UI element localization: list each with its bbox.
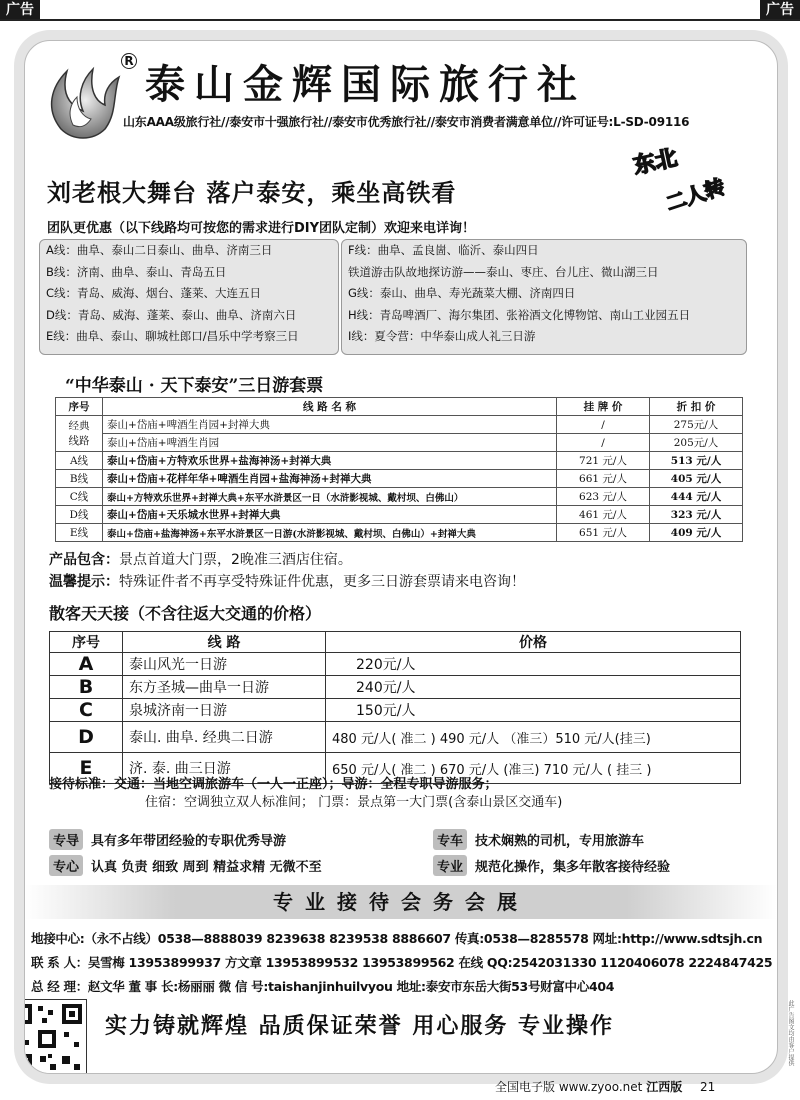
classic-label-2: 线路 bbox=[68, 434, 90, 447]
route-item: A线：曲阜、泰山二日泰山、曲阜、济南三日 bbox=[46, 243, 273, 257]
route-cell: 泰山+方特欢乐世界+封禅大典+东平水浒景区一日（水浒影视城、戴村坝、白佛山） bbox=[103, 488, 557, 506]
row-code: D线 bbox=[56, 506, 103, 524]
company-logo-icon bbox=[43, 59, 129, 145]
price-cell: 220元/人 bbox=[326, 653, 741, 676]
discount-price: 513 元/人 bbox=[650, 452, 743, 470]
include-text: 景点首道大门票，2晚准三酒店住宿。 bbox=[119, 552, 352, 568]
table-row bbox=[50, 676, 741, 699]
route-item: F线：曲阜、孟良崮、临沂、泰山四日 bbox=[348, 243, 539, 257]
include-label: 产品包含： bbox=[49, 552, 119, 568]
route-cell: 泰山+岱庙+天乐城水世界+封禅大典 bbox=[103, 506, 557, 524]
route-item: D线：青岛、威海、蓬莱、泰山、曲阜、济南六日 bbox=[46, 307, 297, 322]
row-code: E bbox=[50, 753, 123, 784]
page-footer bbox=[495, 1078, 715, 1095]
table-row bbox=[56, 452, 743, 470]
feature-tag: 专导 bbox=[49, 829, 83, 850]
ad-label-left: 广告 bbox=[0, 0, 40, 20]
contact-line: 联 系 人：吴雪梅 13953899937 方文章 13953899532 13953899562 在线 QQ:2542031330 1120406078 2224847425 bbox=[31, 955, 773, 970]
route-cell: 东方圣城—曲阜一日游 bbox=[123, 676, 326, 699]
table-row bbox=[56, 416, 743, 434]
classic-label-1: 经典 bbox=[68, 419, 90, 432]
route-item: E线：曲阜、泰山、聊城杜郎口/昌乐中学考察三日 bbox=[46, 329, 299, 344]
list-price: 461 元/人 bbox=[557, 506, 650, 524]
feature-item bbox=[49, 829, 286, 850]
list-price: / bbox=[557, 434, 650, 452]
route-item: I线：夏令营：中华泰山成人礼三日游 bbox=[348, 329, 536, 344]
table-row bbox=[56, 488, 743, 506]
tip-text: 特殊证件者不再享受特殊证件优惠，更多三日游套票请来电咨询！ bbox=[119, 574, 525, 590]
feature-tag: 专车 bbox=[433, 829, 467, 850]
col-header: 线 路 bbox=[123, 632, 326, 653]
feature-item bbox=[433, 855, 670, 876]
standards-line: 接待标准：交通：当地空调旅游车（一人一正座）；导游：全程专职导游服务； bbox=[49, 777, 498, 792]
route-cell: 泰山. 曲阜. 经典二日游 bbox=[123, 722, 326, 753]
route-cell: 泰山+岱庙+方特欢乐世界+盐海神汤+封禅大典 bbox=[103, 452, 557, 470]
price-cell: 480 元/人( 准二 ) 490 元/人 （准三）510 元/人(挂三) bbox=[326, 722, 741, 753]
row-code: E线 bbox=[56, 524, 103, 542]
list-price: 661 元/人 bbox=[557, 470, 650, 488]
headline-stamp-1: 东北 bbox=[631, 145, 680, 180]
feature-tag: 专心 bbox=[49, 855, 83, 876]
route-item: C线：青岛、威海、烟台、蓬莱、大连五日 bbox=[46, 286, 262, 301]
row-code: A bbox=[50, 653, 123, 676]
route-cell: 泰山风光一日游 bbox=[123, 653, 326, 676]
col-header: 价格 bbox=[326, 632, 741, 653]
footer-page-number: 21 bbox=[700, 1080, 716, 1094]
include-line bbox=[49, 549, 352, 569]
row-code: D bbox=[50, 722, 123, 753]
table-header-row bbox=[56, 398, 743, 416]
col-header: 序号 bbox=[56, 398, 103, 416]
contact-line: 总 经 理：赵文华 董 事 长:杨丽丽 微 信 号:taishanjinhuilvyou 地址:泰安市东岳大街53号财富中心404 bbox=[31, 979, 615, 994]
table-row bbox=[50, 722, 741, 753]
feature-text: 认真 负责 细致 周到 精益求精 无微不至 bbox=[91, 860, 322, 875]
team-intro: 团队更优惠（以下线路均可按您的需求进行DIY团队定制）欢迎来电详询！ bbox=[47, 221, 476, 236]
reception-standards bbox=[49, 776, 729, 812]
row-code: B线 bbox=[56, 470, 103, 488]
tip-label: 温馨提示： bbox=[49, 574, 119, 590]
price-cell: 150元/人 bbox=[326, 699, 741, 722]
routes-left-box bbox=[39, 239, 339, 355]
top-rule bbox=[0, 19, 800, 21]
tip-line bbox=[49, 571, 525, 591]
row-code: C线 bbox=[56, 488, 103, 506]
route-item: 铁道游击队故地探访游——泰山、枣庄、台儿庄、微山湖三日 bbox=[348, 264, 659, 279]
route-item: G线：泰山、曲阜、寿光蔬菜大棚、济南四日 bbox=[348, 286, 576, 301]
daily-title: 散客天天接（不含往返大交通的价格） bbox=[49, 604, 322, 623]
feature-item bbox=[49, 855, 322, 876]
side-note: 此广告图文均由客户提供 bbox=[787, 1000, 794, 1066]
table-row bbox=[56, 434, 743, 452]
standards-line: 住宿：空调独立双人标准间； 门票：景点第一大门票(含泰山景区交通车) bbox=[145, 795, 563, 810]
route-cell: 泰山+岱庙+啤酒生肖园+封禅大典 bbox=[103, 416, 557, 434]
feature-text: 具有多年带团经验的专职优秀导游 bbox=[91, 834, 287, 849]
feature-item bbox=[433, 829, 644, 850]
company-credentials: 山东AAA级旅行社//泰安市十强旅行社//泰安市优秀旅行社//泰安市消费者满意单位//许可证号:L-SD-09116 bbox=[123, 115, 690, 129]
col-header: 序号 bbox=[50, 632, 123, 653]
classic-label bbox=[56, 416, 103, 452]
table-row bbox=[56, 506, 743, 524]
ad-label-right: 广告 bbox=[760, 0, 800, 20]
routes-right-box bbox=[341, 239, 747, 355]
route-item: B线：济南、曲阜、泰山、青岛五日 bbox=[46, 264, 227, 279]
route-cell: 泰山+岱庙+啤酒生肖园 bbox=[103, 434, 557, 452]
qr-code-icon bbox=[24, 999, 87, 1074]
route-cell: 泉城济南一日游 bbox=[123, 699, 326, 722]
contact-line: 地接中心:（永不占线）0538—8888039 8239638 8239538 8886607 传真:0538—8285578 网址:http://www.sdtsjh.cn bbox=[31, 931, 763, 946]
discount-price: 444 元/人 bbox=[650, 488, 743, 506]
slogan: 实力铸就辉煌 品质保证荣誉 用心服务 专业操作 bbox=[105, 1013, 614, 1039]
discount-price: 205元/人 bbox=[650, 434, 743, 452]
discount-price: 275元/人 bbox=[650, 416, 743, 434]
package-table bbox=[55, 397, 743, 542]
row-code: A线 bbox=[56, 452, 103, 470]
table-header-row bbox=[50, 632, 741, 653]
feature-tag: 专业 bbox=[433, 855, 467, 876]
feature-text: 规范化操作，集多年散客接待经验 bbox=[475, 860, 671, 875]
row-code: B bbox=[50, 676, 123, 699]
footer-site: 全国电子版 www.zyoo.net bbox=[495, 1080, 643, 1094]
list-price: 623 元/人 bbox=[557, 488, 650, 506]
route-cell: 泰山+岱庙+盐海神汤+东平水浒景区一日游(水浒影视城、戴村坝、白佛山）+封禅大典 bbox=[103, 524, 557, 542]
route-item: H线：青岛啤酒厂、海尔集团、张裕酒文化博物馆、南山工业园五日 bbox=[348, 307, 691, 322]
headline-stamp-2: 二人转 bbox=[663, 174, 728, 216]
list-price: 651 元/人 bbox=[557, 524, 650, 542]
service-band: 专业接待会务会展 bbox=[25, 885, 777, 919]
row-code: C bbox=[50, 699, 123, 722]
col-header: 折 扣 价 bbox=[650, 398, 743, 416]
headline: 刘老根大舞台 落户泰安，乘坐高铁看 bbox=[47, 178, 457, 207]
company-name: 泰山金辉国际旅行社 bbox=[145, 61, 586, 108]
daily-table bbox=[49, 631, 741, 784]
route-cell: 泰山+岱庙+花样年华+啤酒生肖园+盐海神汤+封禅大典 bbox=[103, 470, 557, 488]
discount-price: 405 元/人 bbox=[650, 470, 743, 488]
feature-text: 技术娴熟的司机，专用旅游车 bbox=[475, 834, 645, 849]
col-header: 线 路 名 称 bbox=[103, 398, 557, 416]
discount-price: 323 元/人 bbox=[650, 506, 743, 524]
registered-mark: R bbox=[121, 53, 137, 69]
table-row bbox=[50, 653, 741, 676]
table-row bbox=[56, 524, 743, 542]
list-price: 721 元/人 bbox=[557, 452, 650, 470]
list-price: / bbox=[557, 416, 650, 434]
route-cell: 济. 泰. 曲三日游 bbox=[123, 753, 326, 784]
table-row bbox=[50, 699, 741, 722]
discount-price: 409 元/人 bbox=[650, 524, 743, 542]
price-cell: 650 元/人( 准二 ) 670 元/人 (准三) 710 元/人 ( 挂三 ) bbox=[326, 753, 741, 784]
price-cell: 240元/人 bbox=[326, 676, 741, 699]
footer-edition: 江西版 bbox=[646, 1080, 683, 1094]
table-row bbox=[56, 470, 743, 488]
ad-panel bbox=[24, 40, 778, 1074]
package-title: “中华泰山 · 天下泰安”三日游套票 bbox=[65, 376, 324, 396]
col-header: 挂 牌 价 bbox=[557, 398, 650, 416]
